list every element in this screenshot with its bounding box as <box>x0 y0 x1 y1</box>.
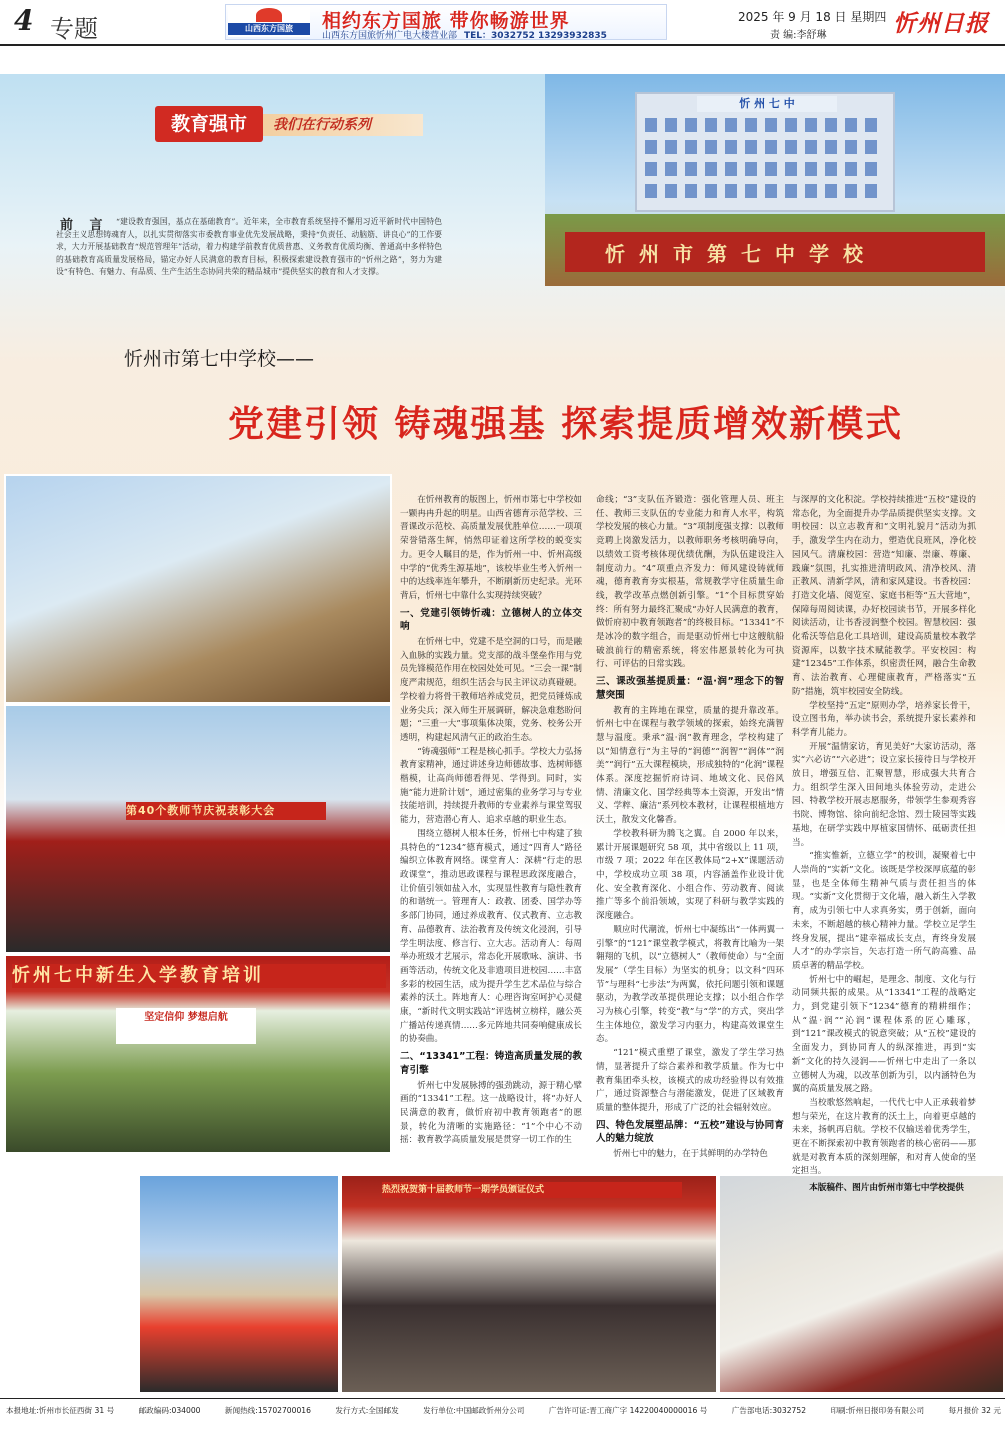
article-paragraph: 学校教科研为腾飞之翼。自 2000 年以来，累计开展课题研究 58 项，其中省级以上 11 项，市级 7 项；2022 年在区教体局“2+X”课题活动中，学校成功立项 38 项，内容涵盖作业设计优化、安全教育深化、小组合作、劳动教育、阅读推广等多个前沿领域，实现了科研与教学实践的深度融合。 <box>596 828 784 922</box>
footer-ad-phone: 广告部电话:3032752 <box>731 1406 807 1415</box>
award-banner: 热烈祝贺第十届教师节一期学员颁证仪式 <box>382 1182 682 1198</box>
campus-photo <box>545 74 1005 286</box>
article-paragraph: 在忻州七中，党建不是空洞的口号，而是融入血脉的实践力量。党支部的战斗堡垒作用与党员先锋模范作用在校园处处可见。“三会一课”制度严肃规范，组织生活会与民主评议动真碰硬。学校着力将骨干教师培养成党员，把党员锤炼成业务尖兵；深入师生开展调研，解决急难愁盼问题；“三重一大”事项集体决策，党务、校务公开透明，构建起风清气正的政治生态。 <box>400 637 582 743</box>
ceremony-banner: 第40个教师节庆祝表彰大会 <box>126 802 326 820</box>
ad-banner <box>225 4 667 40</box>
series-strip: 我们在行动系列 <box>263 114 423 136</box>
footer-hotline: 新闻热线:15702700016 <box>224 1406 311 1415</box>
training-banner: 忻州七中新生入学教育培训 <box>12 964 386 988</box>
training-sign: 坚定信仰 梦想启航 <box>116 1008 256 1044</box>
article-paragraph: “推实惟新，立德立学”的校训，凝聚着七中人崇尚的“实新”文化。该既是学校深厚底蕴的彰显，也是全体师生精神气质与责任担当的体现。“实新”文化贯彻于文化墙，融入新生入学教育，成为引领七中人求真务实，勇于创新，面向未来，不断超越的核心精神力量。学校立足学生终身发展，提出“建幸福成长支点，育终身发展人才”的办学宗旨，矢志打造一所气韵高雅、品质卓著的精品学校。 <box>792 851 976 971</box>
freshman-training-photo <box>4 954 392 1154</box>
series-tag: 教育强市 <box>155 106 263 142</box>
section-heading: 二、“13341”工程：铸造高质量发展的教育引擎 <box>400 1051 582 1076</box>
flag-raising-photo <box>4 474 392 704</box>
series-banner <box>155 106 425 142</box>
footer-price: 每月报价 32 元 <box>948 1406 1001 1415</box>
footer-divider <box>0 1398 1005 1399</box>
article-paragraph: 教育的主阵地在课堂，质量的提升靠改革。忻州七中在课程与教学领域的探索，始终充满智慧与温度。秉承“温·润”教育理念，学校构建了以“知情意行”为主导的“润德”“润智”“润体”“润美”“润行”五大课程模块，形成独特的“化润”课程体系。深度挖掘忻府诗词、地域文化、民俗风情、清廉文化、国学经典等本土资源，开发出“情义、学粹、廉洁”系列校本教材，让课程根植地方沃土，散发文化馨香。 <box>596 705 784 826</box>
sun-logo-icon <box>256 8 282 22</box>
footer-distribution: 发行方式:全国邮发 <box>335 1406 399 1415</box>
ad-slogan: 相约东方国旅 带你畅游世界 <box>322 10 570 32</box>
article-paragraph: 命线；“3”支队伍齐锻造：强化管理人员、班主任、教师三支队伍的专业能力和育人水平，构筑学校发展的核心力量。“3”项制度强支撑：以教师竞聘上岗激发活力，以教师职务考核明确导向，以绩效工资考核体现优绩优酬，为队伍建设注入制度动力。“4”项重点齐发力：师风建设铸就师魂，德育教育夯实根基，常规教学守住质量生命线，教学改革点燃创新引擎。“1”个目标贯穿始终：所有努力最终汇聚成“办好人民满意的教育，做忻府初中教育领跑者”的终极目标。“13341”不是冰冷的数字组合，而是驱动忻州七中这艘航船破浪前行的精密系统，将宏伟愿景转化为可执行、可评估的日常实践。 <box>596 495 784 670</box>
preface <box>44 214 444 310</box>
issue-editor: 责 编:李舒琳 <box>770 30 827 41</box>
article-column-2 <box>596 494 784 1174</box>
students-in-class-photo <box>718 1174 1005 1394</box>
teachers-day-ceremony-photo <box>4 704 392 954</box>
building-sign: 忻 州 七 中 <box>697 96 837 112</box>
article-subtitle: 忻州市第七中学校—— <box>124 348 315 370</box>
photo-credit: 本版稿件、图片由忻州市第七中学校提供 <box>809 1183 964 1194</box>
article-paragraph: 顺应时代潮流，忻州七中凝练出“一体两翼一引擎”的“121”课堂教学模式，将教育比喻为一架翱翔的飞机，以“立德树人”（教师使命）与“全面发展”（学生目标）为坚实的机身；以文科“四环节”与理科“七步法”为两翼，依托问题引领和课题驱动，为教学改革提供理论支撑；以小组合作学习为核心引擎，转变“教”与“学”的方式，突出学生主体地位，激发学习内驱力，构建高效课堂生态。 <box>596 924 784 1045</box>
section-name: 专题 <box>50 15 98 43</box>
article-paragraph: 学校坚持“五定”原则办学，培养家长骨干，设立图书角，举办读书会，系统提升家长素养和科学育儿能力。 <box>792 700 976 738</box>
article-paragraph: 忻州七中发展脉搏的强劲跳动，源于精心擘画的“13341”工程。这一战略设计，将“办好人民满意的教育，做忻府初中教育领跑者”的愿景，转化为清晰的实施路径：“1”个中心不动摇：教育教学高质量发展是贯穿一切工作的生 <box>400 1080 582 1146</box>
article-paragraph: 与深厚的文化积淀。学校持续推进“五校”建设的常态化，为全面提升办学品质提供坚实支撑。文明校园：以立志教育和“文明礼貌月”活动为抓手，激发学生内在动力，塑造优良班风，净化校园风气。清廉校园：营造“知廉、崇廉、尊廉、践廉”氛围，扎实推进清明政风、清净校风、清正教风、清新学风，清和家风建设。书香校园：打造文化墙、阅览室、家庭书柜等“五大营地”，保障每周阅读课，办好校园读书节，开展多样化阅读活动，让书香浸润整个校园。智慧校园：强化希沃等信息化工具培训，建设高质量校本教学资源库，以数字技术赋能教学。平安校园：构建“12345”工作体系，织密责任网，融合生命教育、法治教育、心理健康教育，严格落实“五防”措施，筑牢校园安全防线。 <box>792 495 976 697</box>
issue-date: 2025 年 9 月 18 日 星期四 <box>738 10 887 24</box>
footer-address: 本报地址:忻州市长征西街 31 号 <box>6 1406 115 1415</box>
special-report-board <box>0 74 1005 1394</box>
footer-distributor: 发行单位:中国邮政忻州分公司 <box>423 1406 525 1415</box>
article-paragraph: 围绕立德树人根本任务，忻州七中构建了独具特色的“1234”德育模式，通过“四育人”路径编织立体教育网络。课堂育人：深耕“行走的思政课堂”，推动思政课程与课程思政深度融合，让价值引领如盐入水，实现显性教育与隐性教育的和谐统一。管理育人：政教、团委、国学办等多部门协同，通过养成教育、仪式教育、立志教育、品德教育、法治教育及传统文化浸润，引导学生明法度、修言行、立大志。活动育人：每周举办班级才艺展示，常态化开展歌咏、演讲、书画等活动，传统文化及非遗项目进校园……丰富多彩的校园生活，成为提升学生艺术品位与综合素养的沃土。阵地育人：心理咨询室呵护心灵健康，“新时代文明实践站”评选树立榜样，融公英广播站传递真情……多元阵地共同奏响健康成长的协奏曲。 <box>400 828 582 1045</box>
preface-text: “建设教育强国，基点在基础教育”。近年来，全市教育系统坚持不懈用习近平新时代中国特色社会主义思想铸魂育人，以扎实贯彻落实市委教育事业优先发展战略，秉持“负责任、动脑筋、讲良心”的工作要求，大力开展基础教育“规范管理年”活动，着力构建学前教育优质普惠、义务教育优质均衡、普通高中多样特色的基础教育高质量发展格局，锚定办好人民满意的教育目标，积极探索建设教育强市的“忻州之路”，努力为建设“有特色、有魅力、有品质、生产生活生态协同共荣的精品城市”提供坚实的教育和人才支撑。 <box>56 217 442 277</box>
ad-phone: TEL：3032752 13293932835 <box>464 31 607 41</box>
article-paragraph: 开展“温情家访，育见美好”大家访活动，落实“六必访”“六必进”；设立家长接待日与学校开放日，增强互信、汇聚智慧，形成强大共育合力。组织学生深入田间地头体验劳动，走进公园、特教学校开展志愿服务，带领学生参观秀容书院、博物馆、徐向前纪念馆、烈士陵园等实践基地，在研学实践中厚植家国情怀、砥砺责任担当。 <box>792 741 976 848</box>
article-paragraph: 忻州七中的崛起，是理念、制度、文化与行动同频共振的成果。从“13341”工程的战略定力，到党建引领下“1234”德育的精耕细作；从“温·润”“沁润”课程体系的匠心雕琢，到“121”课改模式的锐意突破；从“五校”建设的全面发力，到协同育人的纵深推进，再到“实新”文化的持久浸润——忻州七中走出了一条以立德树人为魂，以改革创新为引，以内涵特色为翼的高质量发展之路。 <box>792 974 976 1095</box>
school-name-wall <box>565 232 985 272</box>
teacher-award-group-photo <box>340 1174 718 1394</box>
section-heading: 四、特色发展塑品牌：“五校”建设与协同育人的魅力绽放 <box>596 1119 784 1145</box>
colophon-footer <box>6 1405 1001 1416</box>
article-column-3 <box>792 494 976 1194</box>
travel-agency-logo <box>228 7 310 37</box>
school-building <box>635 92 895 212</box>
fan-dance-performance-photo <box>138 1174 340 1394</box>
article-paragraph: “铸魂强师”工程是核心抓手。学校大力弘扬教育家精神，通过讲述身边师德故事、选树师德楷模，让高尚师德看得见、学得到。同时，实施“能力进阶计划”，通过密集的业务学习与专业技能培训，持续提升教师的专业素养与课堂驾驭能力，营造潜心育人、追求卓越的职业生态。 <box>400 746 582 826</box>
wall-text: 忻州市第七中学校 <box>605 242 877 266</box>
section-heading: 三、课改强基提质量：“温·润”理念下的智慧突围 <box>596 676 784 701</box>
masthead-divider <box>0 44 1005 46</box>
ad-company: 山西东方国旅忻州广电大楼营业部 <box>322 31 458 41</box>
page-number: 4 <box>14 4 34 37</box>
article-headline: 党建引领 铸魂强基 探索提质增效新模式 <box>228 404 904 445</box>
newspaper-logo: 忻州日报 <box>893 10 989 37</box>
footer-printer: 印刷:忻州日报印务有限公司 <box>830 1406 925 1415</box>
article-paragraph: 当校歌悠然响起，一代代七中人正承载着梦想与荣光，在这片教育的沃土上，向着更卓越的未来，扬帆再启航。学校不仅输送着优秀学生，更在不断探索初中教育领跑者的核心密码——那就是对教育本质的深刻理解，和对育人使命的坚定担当。 <box>792 1097 976 1177</box>
footer-postcode: 邮政编码:034000 <box>138 1406 201 1415</box>
article-column-1 <box>400 494 582 1174</box>
preface-label: 前 言 <box>60 218 109 233</box>
article-paragraph: 忻州七中的魅力，在于其鲜明的办学特色 <box>613 1149 768 1160</box>
masthead <box>0 0 1005 44</box>
article-paragraph: 在忻州教育的版图上，忻州市第七中学校如一颗冉冉升起的明星。山西省德育示范学校、三晋课改示范校、高质量发展优胜单位……一项项荣誉错落生辉，悄然印证着这所学校的蜕变实力。更令人瞩目的是，作为忻州一中、忻州高级中学的“优秀生源基地”，该校毕业生考入忻州一中的达线率连年攀升，不断刷新历史纪录。光环背后，忻州七中靠什么实现持续突破？ <box>400 495 582 601</box>
ad-logo-text: 山西东方国旅 <box>228 23 310 35</box>
article-paragraph: “121”模式重塑了课堂，激发了学生学习热情，显著提升了综合素养和教学质量。作为七中教育集团牵头校，该模式的成功经验得以有效推广，通过资源整合与潜能激发，促进了区域教育质量的整体提升，形成了广泛的社会辐射效应。 <box>596 1048 784 1113</box>
footer-ad-license: 广告许可证:晋工商广字 14220040000016 号 <box>548 1406 708 1415</box>
section-heading: 一、党建引领铸忻魂：立德树人的立体交响 <box>400 607 582 633</box>
